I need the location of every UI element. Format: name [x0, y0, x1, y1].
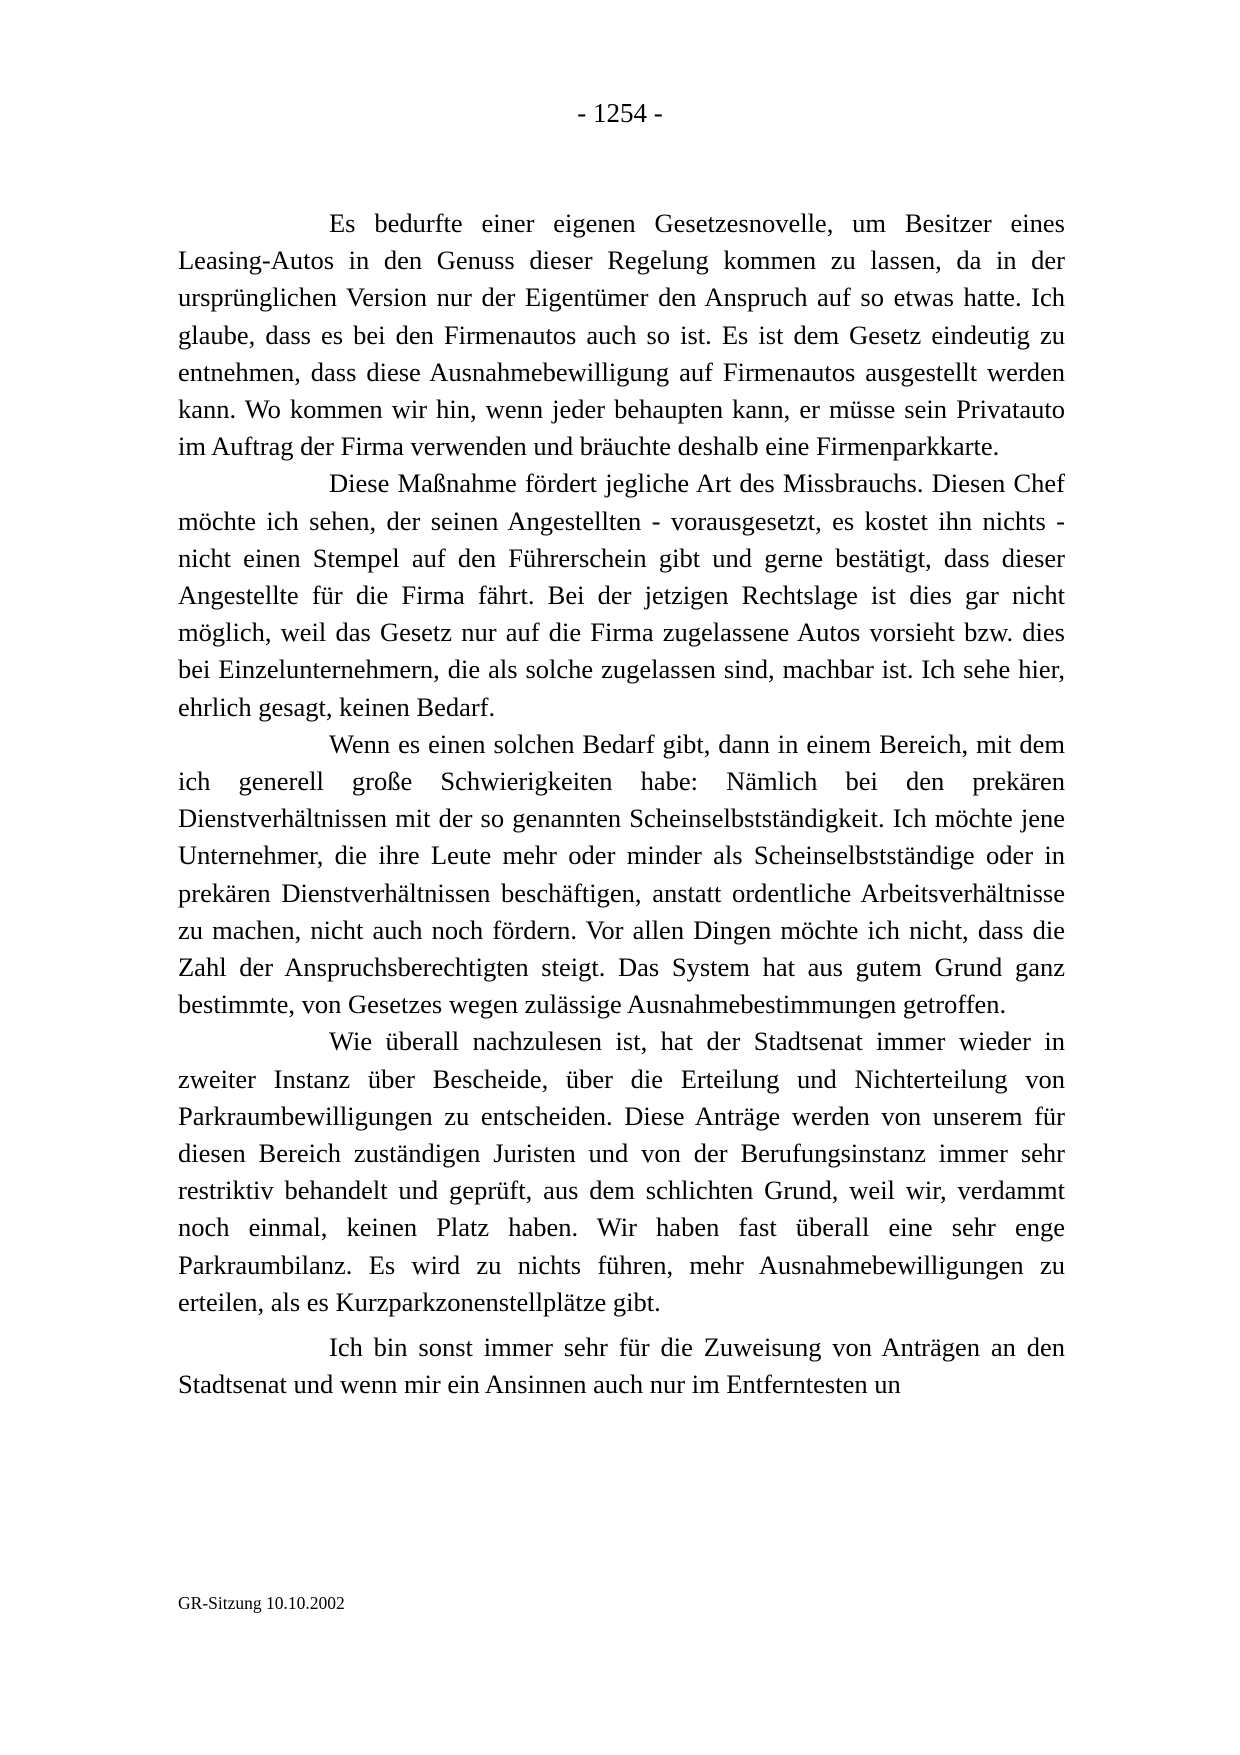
- paragraph-5: Ich bin sonst immer sehr für die Zuweisung von Anträgen an den Stadtsenat und wenn mir ein Ansinnen auch nur im Entferntesten un: [178, 1332, 1065, 1400]
- body-text: [178, 205, 1065, 1404]
- page-number: - 1254 -: [577, 98, 663, 128]
- paragraph-4: Wie überall nachzulesen ist, hat der Stadtsenat immer wieder in zweiter Instanz über Bescheide, über die Erteilung und Nichterteilung von Parkraumbewilligungen zu entscheiden. Diese Anträge werden von unserem für diesen Bereich zuständigen Juristen und von der Berufungsinstanz immer sehr restriktiv behandelt und geprüft, aus dem schlichten Grund, weil wir, verdammt noch einmal, keinen Platz haben. Wir haben fast überall eine sehr enge Parkraumbilanz. Es wird zu nichts führen, mehr Ausnahmebewilligungen zu erteilen, als es Kurzparkzonenstellplätze gibt.: [178, 1026, 1065, 1317]
- paragraph-3: Wenn es einen solchen Bedarf gibt, dann in einem Bereich, mit dem ich generell große Schwierigkeiten habe: Nämlich bei den prekären Dienstverhältnissen mit der so genannten Scheinselbstständigkeit. Ich möchte jene Unternehmer, die ihre Leute mehr oder minder als Scheinselbstständige oder in prekären Dienstverhältnissen beschäftigen, anstatt ordentliche Arbeitsverhältnisse zu machen, nicht auch noch fördern. Vor allen Dingen möchte ich nicht, dass die Zahl der Anspruchsberechtigten steigt. Das System hat aus gutem Grund ganz bestimmte, von Gesetzes wegen zulässige Ausnahmebestimmungen getroffen.: [178, 728, 1065, 1020]
- footer-session-date: GR-Sitzung 10.10.2002: [178, 1593, 345, 1613]
- paragraph-2: Diese Maßnahme fördert jegliche Art des Missbrauchs. Diesen Chef möchte ich sehen, der seinen Angestellten - vorausgesetzt, es kostet ihn nichts - nicht einen Stempel auf den Führerschein gibt und gerne bestätigt, dass dieser Angestellte für die Firma fährt. Bei der jetzigen Rechtslage ist dies gar nicht möglich, weil das Gesetz nur auf die Firma zugelassene Autos vorsieht bzw. dies bei Einzelunternehmern, die als solche zugelassen sind, machbar ist. Ich sehe hier, ehrlich gesagt, keinen Bedarf.: [178, 468, 1065, 722]
- paragraph-1: Es bedurfte einer eigenen Gesetzesnovelle, um Besitzer eines Leasing-Autos in den Genuss dieser Regelung kommen zu lassen, da in der ursprünglichen Version nur der Eigentümer den Anspruch auf so etwas hatte. Ich glaube, dass es bei den Firmenautos auch so ist. Es ist dem Gesetz eindeutig zu entnehmen, dass diese Ausnahmebewilligung auf Firmenautos ausgestellt werden kann. Wo kommen wir hin, wenn jeder behaupten kann, er müsse sein Privatauto im Auftrag der Firma verwenden und bräuchte deshalb eine Firmenparkkarte.: [178, 208, 1065, 462]
